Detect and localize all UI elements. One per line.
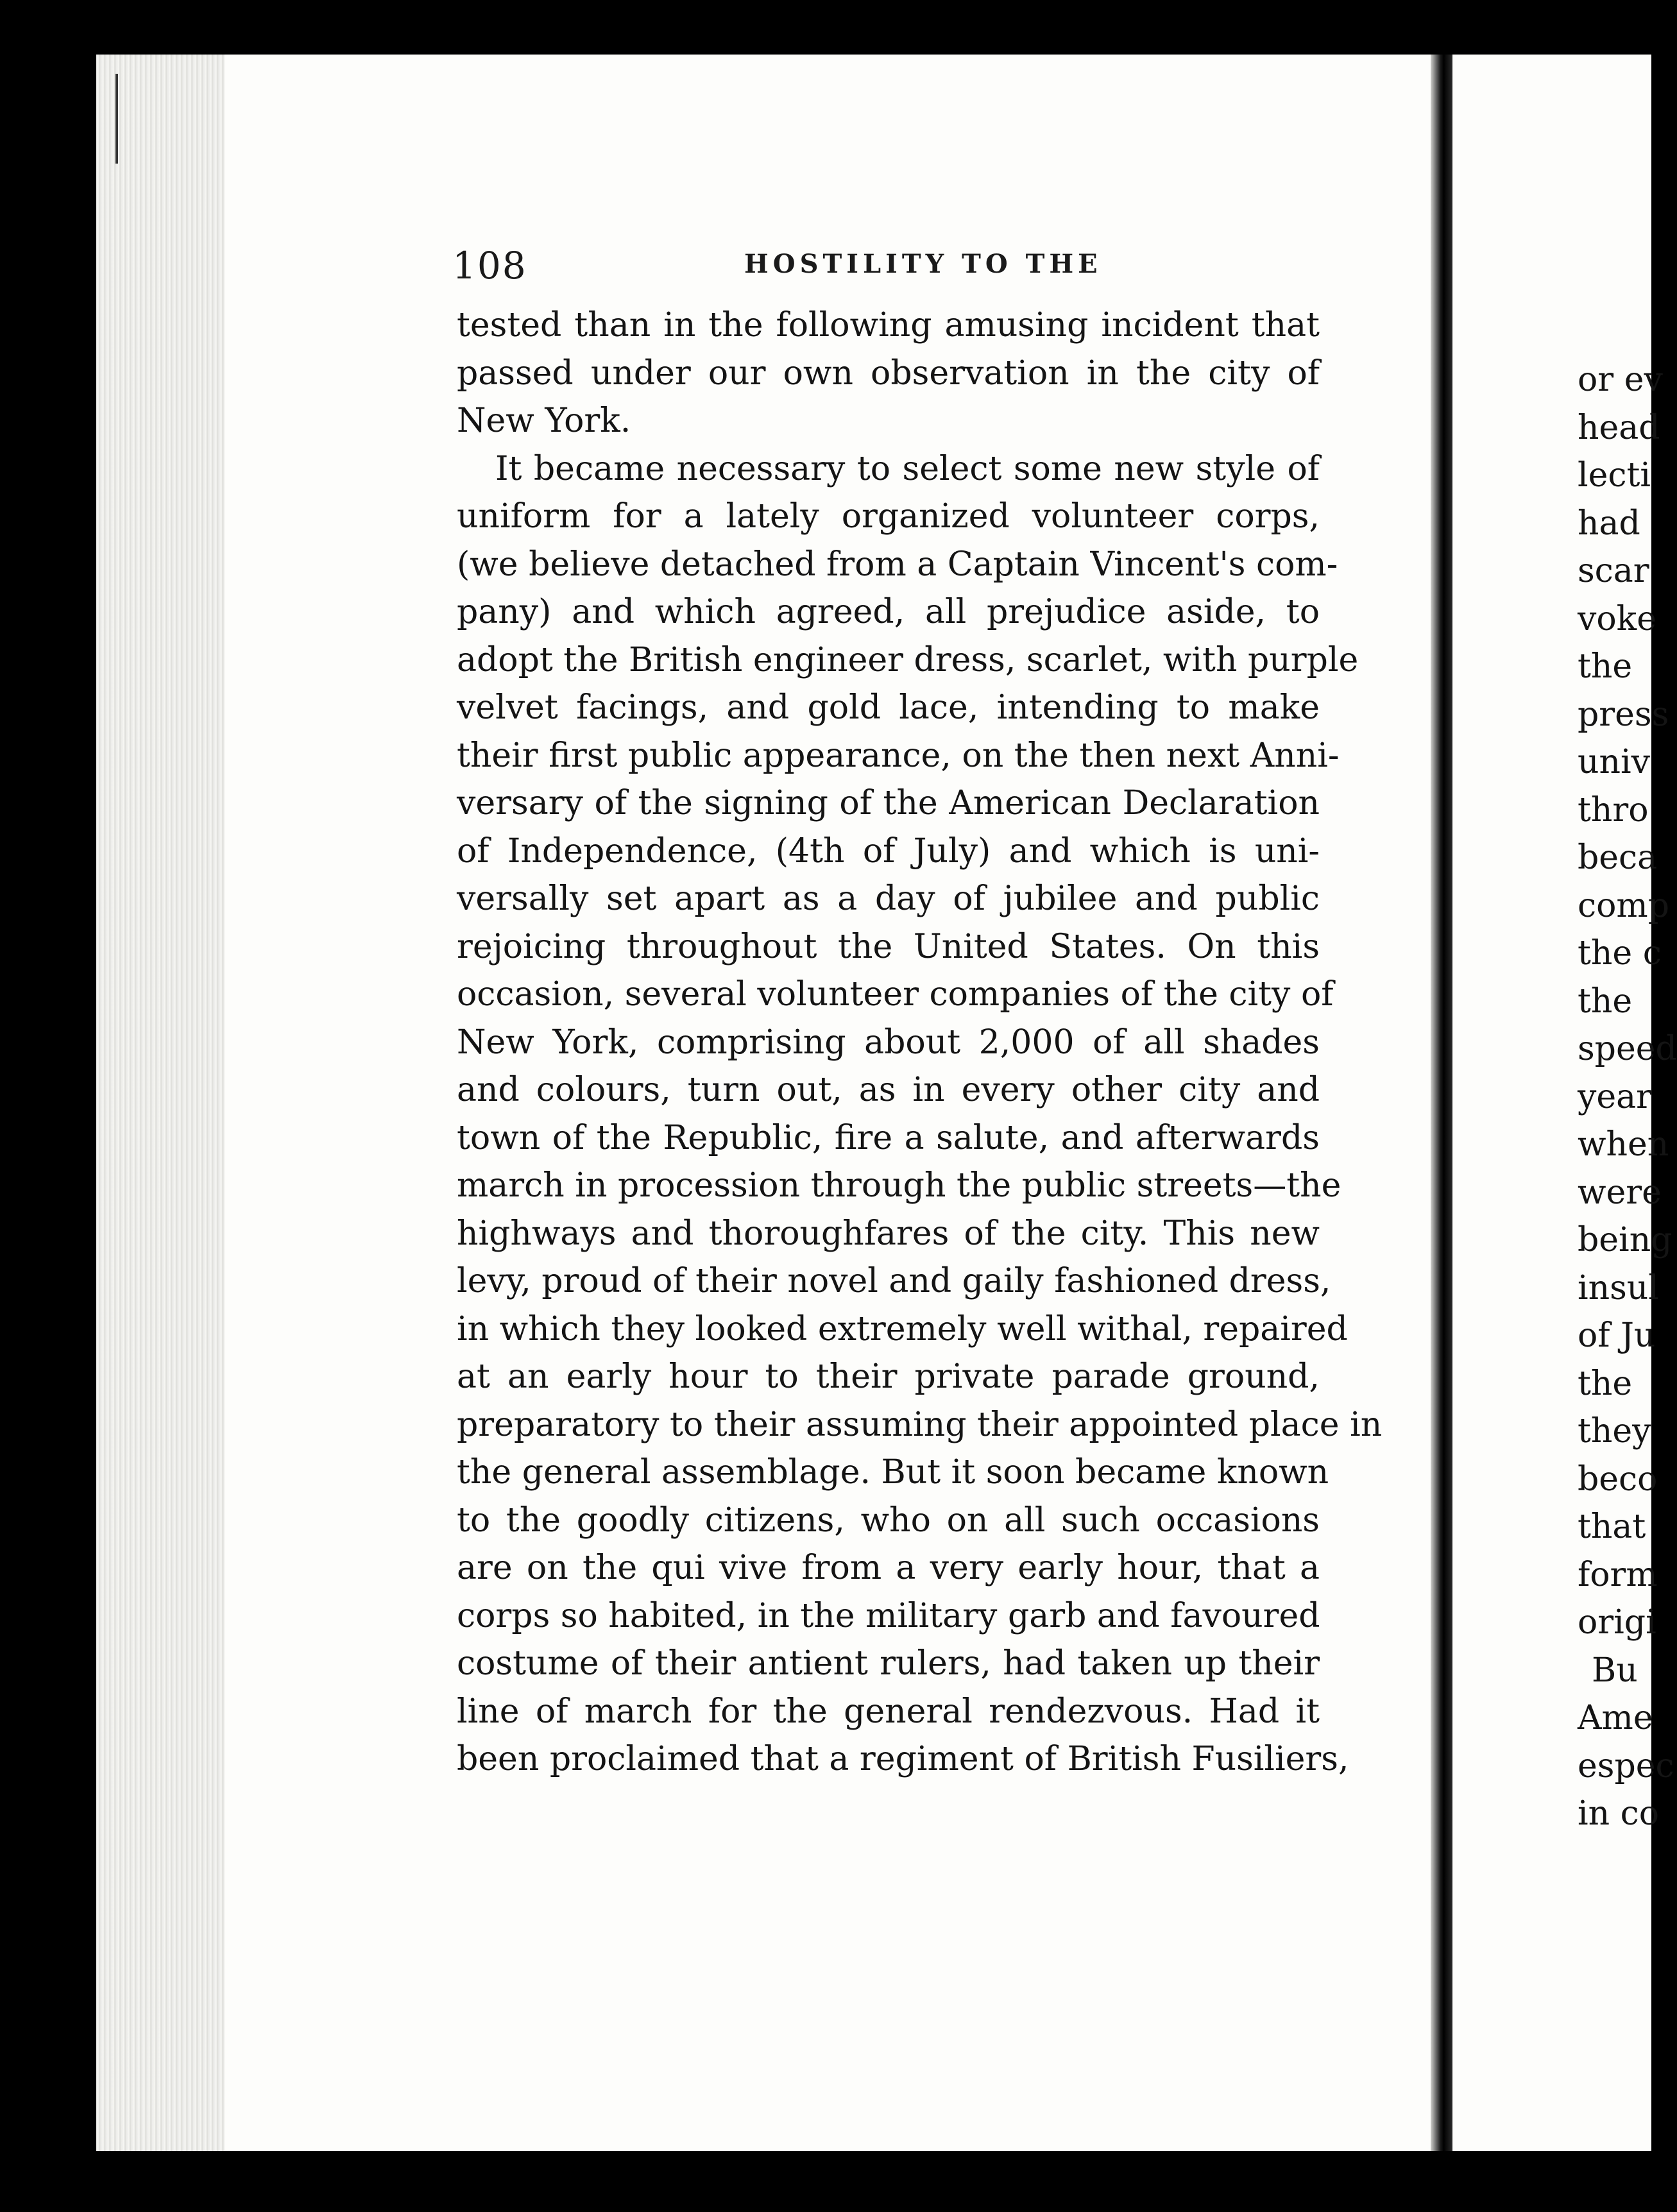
page-number: 108 [452,244,527,287]
text-line: (we believe detached from a Captain Vincent's com- [457,545,1338,584]
text-line: adopt the British engineer dress, scarlet, with purple [457,640,1359,679]
right-page [1452,55,1677,2151]
text-line: line of march for the general rendezvous. Had it [457,1692,1320,1731]
text-line: velvet facings, and gold lace, intending to make [457,688,1320,727]
facing-line: voke [1578,599,1656,638]
text-line: to the goodly citizens, who on all such occasions [457,1501,1320,1540]
text-line: are on the qui vive from a very early hour, that a [457,1549,1320,1587]
facing-line: scar [1578,552,1649,590]
text-line: corps so habited, in the military garb and favoured [457,1596,1320,1635]
body-text [457,302,1383,1783]
facing-line: the [1578,1364,1633,1403]
page-header [452,244,1325,295]
facing-line: beca [1578,838,1658,877]
facing-line: being [1578,1221,1673,1259]
facing-line: the [1578,647,1633,686]
text-line: It became necessary to select some new style of [495,449,1320,488]
facing-line: had [1578,504,1640,543]
facing-line: of Ju [1578,1316,1656,1355]
text-line: at an early hour to their private parade ground, [457,1357,1320,1396]
text-line: march in procession through the public streets—the [457,1166,1341,1205]
facing-line: lecti [1578,456,1651,495]
text-line: their first public appearance, on the then next Anni- [457,736,1340,775]
facing-line: they [1578,1412,1651,1451]
facing-line: head [1578,408,1660,447]
text-line: passed under our own observation in the city of [457,353,1320,393]
book-gutter [1431,55,1452,2151]
facing-line: beco [1578,1459,1658,1499]
text-line: and colours, turn out, as in every other city and [457,1071,1320,1109]
text-line: versally set apart as a day of jubilee and public [457,880,1320,918]
text-line: New York, comprising about 2,000 of all shades [457,1023,1320,1062]
text-line: costume of their antient rulers, had taken up their [457,1644,1320,1683]
page-fore-edge [96,55,226,2151]
text-line: highways and thoroughfares of the city. This new [457,1214,1320,1253]
facing-line: that [1578,1508,1646,1546]
text-line: versary of the signing of the American Declaration [457,784,1320,822]
facing-line: when [1578,1125,1669,1164]
text-line: the general assemblage. But it soon became known [457,1453,1329,1492]
facing-page-text [1578,356,1677,1838]
text-line: occasion, several volunteer companies of the city of [457,975,1334,1014]
facing-line: the c [1578,934,1662,973]
facing-line: speed [1578,1030,1677,1068]
facing-line: form [1578,1555,1658,1594]
facing-line: thro [1578,790,1649,830]
facing-line: univ [1578,743,1650,781]
facing-line: year [1578,1077,1653,1116]
facing-line: espec [1578,1746,1674,1785]
text-line: levy, proud of their novel and gaily fashioned dress, [457,1262,1331,1300]
text-line: New York. [457,402,631,440]
facing-line: or ev [1578,361,1663,399]
text-line: uniform for a lately organized volunteer corps, [457,497,1320,536]
facing-line: Bu [1592,1651,1638,1690]
text-line: in which they looked extremely well withal, repaired [457,1309,1348,1348]
text-line: tested than in the following amusing incident that [457,306,1320,345]
facing-line: in co [1578,1794,1660,1833]
facing-line: insul [1578,1268,1659,1307]
facing-line: comp [1578,886,1670,925]
facing-line: were [1578,1173,1662,1212]
text-line: pany) and which agreed, all prejudice aside, to [457,593,1320,631]
facing-line: press [1578,695,1669,734]
running-head: HOSTILITY TO THE [744,249,1102,279]
text-line: rejoicing throughout the United States. On this [457,927,1320,966]
text-line: preparatory to their assuming their appointed place in [457,1405,1383,1444]
facing-line: the [1578,982,1633,1021]
text-line: town of the Republic, fire a salute, and afterwards [457,1118,1320,1157]
facing-line: origi [1578,1603,1656,1642]
facing-line: Ame [1578,1699,1653,1737]
text-line: been proclaimed that a regiment of British Fusiliers, [457,1740,1349,1778]
text-line: of Independence, (4th of July) and which is uni- [457,831,1320,871]
